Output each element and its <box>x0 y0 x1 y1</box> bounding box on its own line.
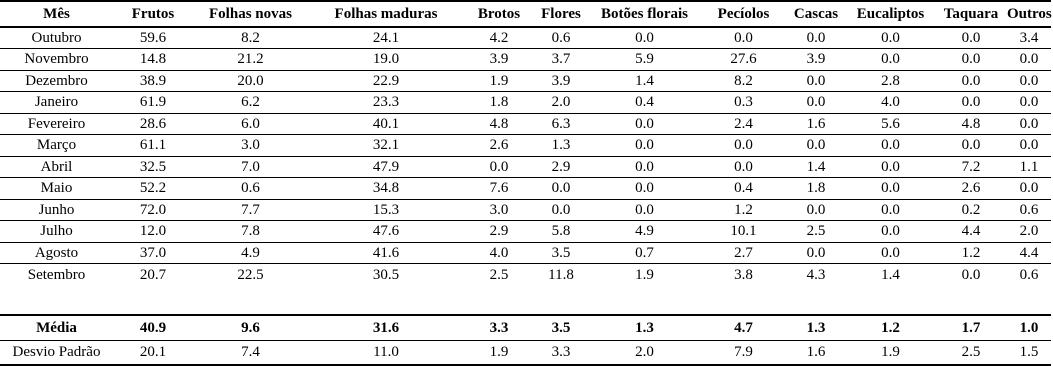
value-cell: 2.8 <box>846 70 935 92</box>
value-cell: 22.9 <box>308 70 464 92</box>
value-cell: 0.0 <box>786 92 846 114</box>
value-cell: 2.0 <box>534 92 588 114</box>
value-cell: 1.6 <box>786 113 846 135</box>
summary-rows <box>0 285 1051 365</box>
value-cell: 20.1 <box>113 340 193 365</box>
value-cell: 72.0 <box>113 199 193 221</box>
table-row <box>0 156 1051 178</box>
value-cell: 0.4 <box>588 92 701 114</box>
value-cell: 0.0 <box>846 242 935 264</box>
value-cell: 0.0 <box>846 178 935 200</box>
table-row <box>0 199 1051 221</box>
mean-label: Média <box>0 315 113 340</box>
value-cell: 22.5 <box>237 266 264 283</box>
month-cell: Julho <box>0 221 113 243</box>
value-cell: 19.0 <box>308 49 464 71</box>
table-row <box>0 49 1051 71</box>
value-cell: 1.4 <box>881 266 900 283</box>
header-cell-flowers: Flores <box>534 1 588 27</box>
value-cell: 1.8 <box>786 178 846 200</box>
value-cell: 7.4 <box>193 340 308 365</box>
value-cell: 3.7 <box>534 49 588 71</box>
value-cell: 0.0 <box>961 266 981 283</box>
value-cell: 7.6 <box>464 178 534 200</box>
value-cell: 1.9 <box>464 70 534 92</box>
value-cell: 0.0 <box>1007 135 1051 157</box>
value-cell: 2.9 <box>464 221 534 243</box>
value-cell: 7.0 <box>193 156 308 178</box>
value-cell: 38.9 <box>113 70 193 92</box>
value-cell: 4.8 <box>464 113 534 135</box>
value-cell: 5.9 <box>588 49 701 71</box>
value-cell: 4.3 <box>806 266 826 283</box>
value-cell: 0.0 <box>786 199 846 221</box>
value-cell: 27.6 <box>701 49 786 71</box>
value-cell: 0.4 <box>701 178 786 200</box>
header-cell-mature-leaves: Folhas maduras <box>308 1 464 27</box>
header-cell-eucalyptus: Eucaliptos <box>846 1 935 27</box>
value-cell: 4.2 <box>464 27 534 49</box>
table-row <box>0 264 1051 286</box>
value-cell: 31.6 <box>308 315 464 340</box>
value-cell: 1.0 <box>1007 315 1051 340</box>
value-cell: 3.9 <box>464 49 534 71</box>
value-cell: 0.0 <box>846 49 935 71</box>
value-cell: 2.0 <box>588 340 701 365</box>
value-cell: 24.1 <box>308 27 464 49</box>
month-cell: Abril <box>0 156 113 178</box>
value-cell: 6.0 <box>193 113 308 135</box>
value-cell: 0.0 <box>846 27 935 49</box>
mean-row <box>0 315 1051 340</box>
value-cell: 7.7 <box>193 199 308 221</box>
month-cell: Agosto <box>0 242 113 264</box>
value-cell: 9.6 <box>193 315 308 340</box>
value-cell: 20.7 <box>139 266 167 283</box>
value-cell: 2.5 <box>489 266 509 283</box>
value-cell: 15.3 <box>308 199 464 221</box>
value-cell: 4.0 <box>464 242 534 264</box>
value-cell: 0.0 <box>786 242 846 264</box>
value-cell: 41.6 <box>308 242 464 264</box>
value-cell: 0.0 <box>1007 49 1051 71</box>
value-cell: 1.3 <box>786 315 846 340</box>
value-cell: 21.2 <box>193 49 308 71</box>
header-cell-flower-buds: Botões florais <box>588 1 701 27</box>
value-cell: 0.6 <box>534 27 588 49</box>
value-cell: 1.5 <box>1007 340 1051 365</box>
header-cell-others: Outros <box>1007 1 1051 27</box>
value-cell: 2.4 <box>701 113 786 135</box>
value-cell: 0.0 <box>935 27 1007 49</box>
value-cell: 37.0 <box>113 242 193 264</box>
value-cell: 61.9 <box>113 92 193 114</box>
value-cell: 0.0 <box>588 27 701 49</box>
value-cell: 1.7 <box>935 315 1007 340</box>
value-cell: 3.3 <box>464 315 534 340</box>
table-row <box>0 70 1051 92</box>
value-cell: 8.2 <box>701 70 786 92</box>
value-cell: 40.1 <box>308 113 464 135</box>
value-cell: 1.1 <box>1007 156 1051 178</box>
value-cell: 3.9 <box>786 49 846 71</box>
value-cell: 0.0 <box>935 92 1007 114</box>
value-cell: 8.2 <box>193 27 308 49</box>
value-cell: 2.6 <box>935 178 1007 200</box>
value-cell: 6.2 <box>193 92 308 114</box>
value-cell: 32.5 <box>113 156 193 178</box>
table-row <box>0 221 1051 243</box>
header-cell-month: Mês <box>0 1 113 27</box>
header-cell-petioles: Pecíolos <box>701 1 786 27</box>
value-cell: 4.4 <box>1007 242 1051 264</box>
value-cell: 14.8 <box>113 49 193 71</box>
value-cell: 1.4 <box>786 156 846 178</box>
value-cell: 0.0 <box>588 199 701 221</box>
month-cell: Outubro <box>0 27 113 49</box>
month-cell: Setembro <box>27 266 86 283</box>
value-cell: 2.7 <box>701 242 786 264</box>
value-cell: 0.0 <box>588 113 701 135</box>
value-cell: 1.9 <box>635 266 654 283</box>
value-cell: 0.0 <box>1007 92 1051 114</box>
header-cell-bark: Cascas <box>786 1 846 27</box>
table-row <box>0 178 1051 200</box>
value-cell: 3.0 <box>193 135 308 157</box>
value-cell: 0.2 <box>935 199 1007 221</box>
value-cell: 4.9 <box>588 221 701 243</box>
value-cell: 0.3 <box>701 92 786 114</box>
value-cell: 0.0 <box>701 135 786 157</box>
value-cell: 4.7 <box>701 315 786 340</box>
month-cell: Novembro <box>0 49 113 71</box>
value-cell: 2.5 <box>786 221 846 243</box>
table-row <box>0 242 1051 264</box>
value-cell: 34.8 <box>308 178 464 200</box>
value-cell: 3.8 <box>734 266 753 283</box>
month-cell: Fevereiro <box>0 113 113 135</box>
value-cell: 0.6 <box>1019 266 1039 283</box>
value-cell: 0.0 <box>1007 70 1051 92</box>
value-cell: 4.9 <box>193 242 308 264</box>
value-cell: 7.2 <box>935 156 1007 178</box>
value-cell: 0.0 <box>786 70 846 92</box>
value-cell: 20.0 <box>193 70 308 92</box>
value-cell: 1.9 <box>464 340 534 365</box>
value-cell: 3.5 <box>534 242 588 264</box>
value-cell: 0.0 <box>701 27 786 49</box>
header-cell-fruits: Frutos <box>113 1 193 27</box>
value-cell: 61.1 <box>113 135 193 157</box>
header-cell-new-leaves: Folhas novas <box>193 1 308 27</box>
value-cell: 6.3 <box>534 113 588 135</box>
value-cell: 0.0 <box>846 156 935 178</box>
value-cell: 0.0 <box>935 70 1007 92</box>
header-row <box>0 1 1051 27</box>
header-cell-bamboo: Taquara <box>935 1 1007 27</box>
value-cell: 7.9 <box>701 340 786 365</box>
value-cell: 0.0 <box>464 156 534 178</box>
value-cell: 0.6 <box>193 178 308 200</box>
value-cell: 1.3 <box>534 135 588 157</box>
month-cell: Dezembro <box>0 70 113 92</box>
value-cell: 3.3 <box>534 340 588 365</box>
value-cell: 0.0 <box>786 27 846 49</box>
month-cell: Janeiro <box>0 92 113 114</box>
value-cell: 0.0 <box>935 135 1007 157</box>
value-cell: 10.1 <box>701 221 786 243</box>
spacer-row <box>0 285 1051 315</box>
value-cell: 2.0 <box>1007 221 1051 243</box>
value-cell: 7.8 <box>193 221 308 243</box>
table-row <box>0 113 1051 135</box>
month-cell: Março <box>0 135 113 157</box>
value-cell: 0.0 <box>846 199 935 221</box>
value-cell: 4.0 <box>846 92 935 114</box>
value-cell: 52.2 <box>113 178 193 200</box>
value-cell: 0.0 <box>846 221 935 243</box>
value-cell: 0.6 <box>1007 199 1051 221</box>
month-cell: Junho <box>0 199 113 221</box>
std-dev-label: Desvio Padrão <box>0 340 113 365</box>
value-cell: 1.6 <box>786 340 846 365</box>
value-cell: 11.8 <box>548 266 574 283</box>
value-cell: 0.0 <box>588 135 701 157</box>
table-row <box>0 92 1051 114</box>
month-cell: Maio <box>0 178 113 200</box>
month-rows <box>0 27 1051 285</box>
value-cell: 40.9 <box>113 315 193 340</box>
value-cell: 0.0 <box>534 199 588 221</box>
value-cell: 4.4 <box>935 221 1007 243</box>
value-cell: 11.0 <box>308 340 464 365</box>
value-cell: 0.0 <box>534 178 588 200</box>
value-cell: 0.7 <box>588 242 701 264</box>
value-cell: 1.9 <box>846 340 935 365</box>
value-cell: 3.0 <box>464 199 534 221</box>
value-cell: 28.6 <box>113 113 193 135</box>
value-cell: 4.8 <box>935 113 1007 135</box>
value-cell: 0.0 <box>786 135 846 157</box>
value-cell: 23.3 <box>308 92 464 114</box>
value-cell: 0.0 <box>935 49 1007 71</box>
value-cell: 0.0 <box>588 156 701 178</box>
std-dev-row <box>0 340 1051 365</box>
value-cell: 2.5 <box>935 340 1007 365</box>
value-cell: 3.4 <box>1007 27 1051 49</box>
table-row <box>0 135 1051 157</box>
value-cell: 30.5 <box>372 266 400 283</box>
value-cell: 3.9 <box>534 70 588 92</box>
value-cell: 0.0 <box>701 156 786 178</box>
value-cell: 59.6 <box>113 27 193 49</box>
value-cell: 1.2 <box>846 315 935 340</box>
table-row <box>0 27 1051 49</box>
value-cell: 0.0 <box>846 135 935 157</box>
value-cell: 0.0 <box>588 178 701 200</box>
value-cell: 1.2 <box>701 199 786 221</box>
value-cell: 0.0 <box>1007 113 1051 135</box>
value-cell: 1.2 <box>935 242 1007 264</box>
value-cell: 47.6 <box>308 221 464 243</box>
value-cell: 3.5 <box>534 315 588 340</box>
value-cell: 1.3 <box>588 315 701 340</box>
value-cell: 2.9 <box>534 156 588 178</box>
value-cell: 12.0 <box>113 221 193 243</box>
value-cell: 1.8 <box>464 92 534 114</box>
value-cell: 5.8 <box>534 221 588 243</box>
value-cell: 1.4 <box>588 70 701 92</box>
value-cell: 47.9 <box>308 156 464 178</box>
value-cell: 5.6 <box>846 113 935 135</box>
header-cell-buds: Brotos <box>464 1 534 27</box>
value-cell: 2.6 <box>464 135 534 157</box>
value-cell: 32.1 <box>308 135 464 157</box>
value-cell: 0.0 <box>1007 178 1051 200</box>
